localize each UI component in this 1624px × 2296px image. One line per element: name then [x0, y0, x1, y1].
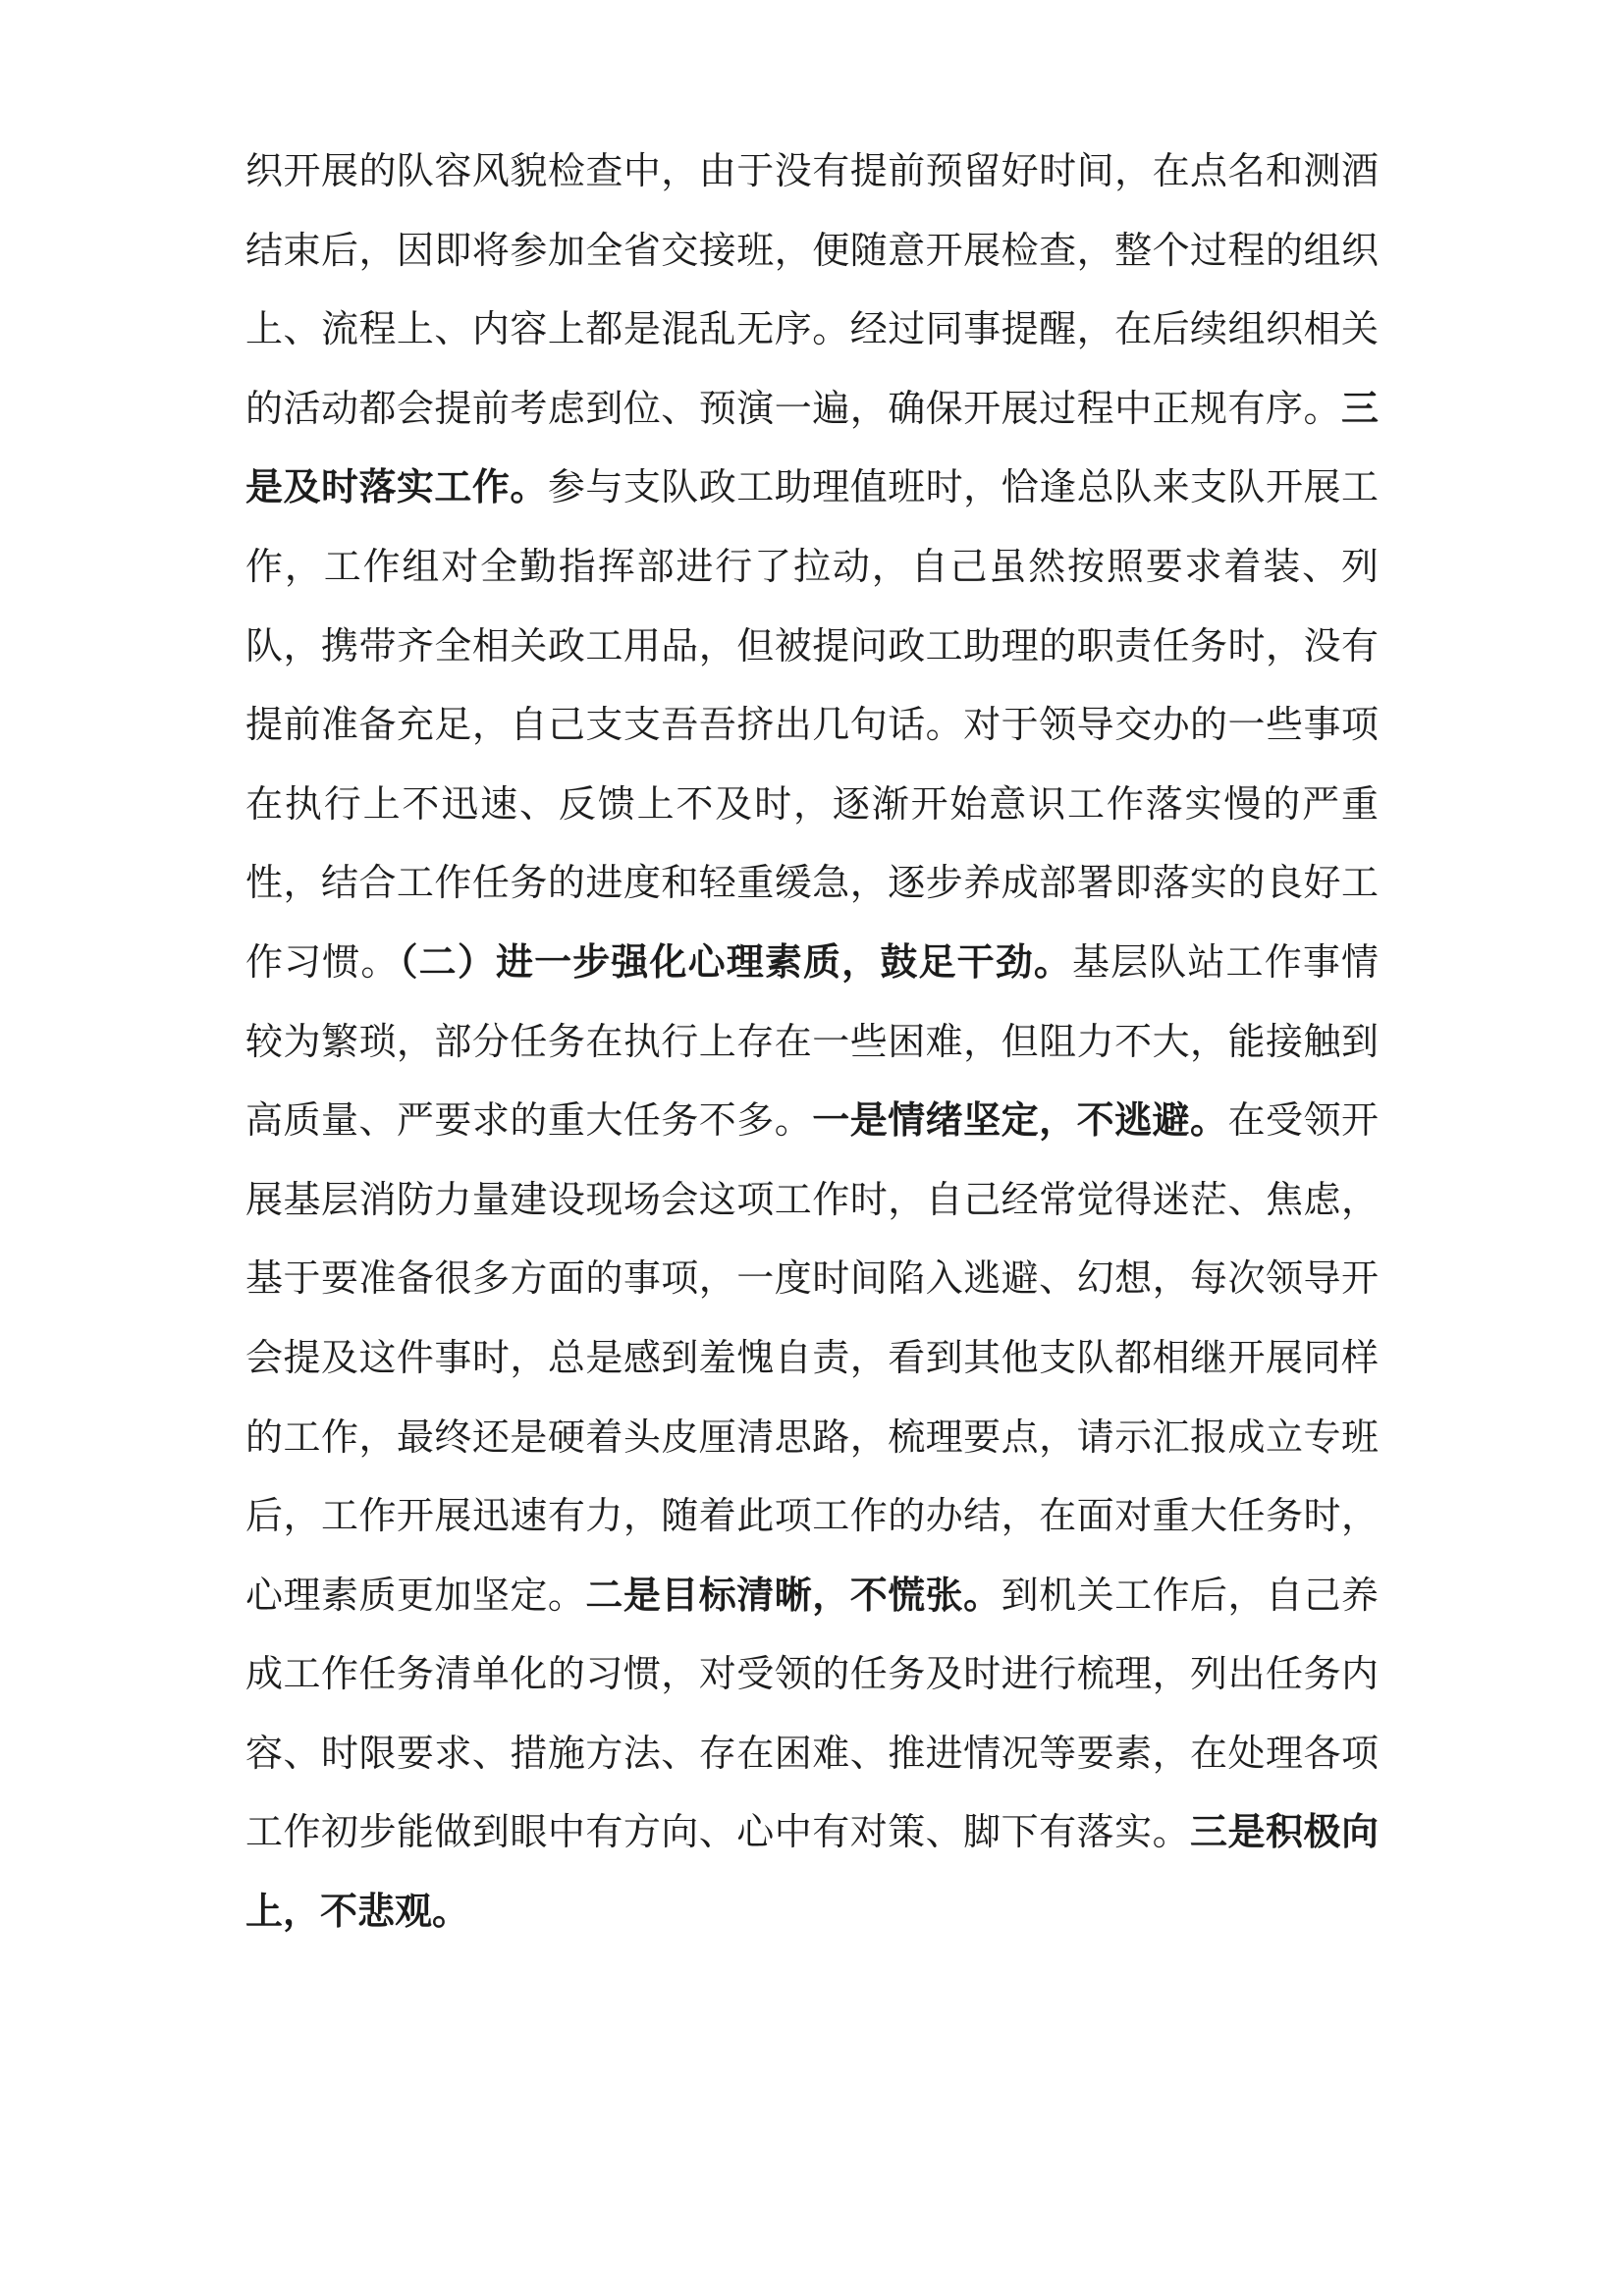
bold-heading-run: 二是目标清晰，不慌张。: [585, 1575, 1001, 1617]
bold-heading-run: 一是情绪坚定，不逃避。: [812, 1100, 1228, 1143]
text-run: 基层队站工作事情较为繁琐，部分任务在执行上存在一些困难，但阻力不大，能接触到高质量、严要求的重大任务不多。: [245, 941, 1379, 1143]
text-run: 参与支队政工助理值班时，恰逢总队来支队开展工作，工作组对全勤指挥部进行了拉动，自己虽然按照要求着装、列队，携带齐全相关政工用品，但被提问政工助理的职责任务时，没有提前准备充足，自己支支吾吾挤出几句话。对于领导交办的一些事项在执行上不迅速、反馈上不及时，逐渐开始意识工作落实慢的严重性，结合工作任务的进度和轻重缓急，逐步养成部署即落实的良好工作习惯。: [245, 467, 1379, 984]
paragraph: [245, 133, 1379, 1952]
bold-heading-run: 三是积极向上，不悲观。: [245, 1812, 1379, 1934]
text-run: 在受领开展基层消防力量建设现场会这项工作时，自己经常觉得迷茫、焦虑，基于要准备很多方面的事项，一度时间陷入逃避、幻想，每次领导开会提及这件事时，总是感到羞愧自责，看到其他支队都相继开展同样的工作，最终还是硬着头皮厘清思路，梳理要点，请示汇报成立专班后，工作开展迅速有力，随着此项工作的办结，在面对重大任务时，心理素质更加坚定。: [245, 1100, 1379, 1617]
text-run: 织开展的队容风貌检查中，由于没有提前预留好时间，在点名和测酒结束后，因即将参加全省交接班，便随意开展检查，整个过程的组织上、流程上、内容上都是混乱无序。经过同事提醒，在后续组织相关的活动都会提前考虑到位、预演一遍，确保开展过程中正规有序。: [245, 151, 1379, 430]
bold-heading-run: 三是及时落实工作。: [245, 388, 1379, 509]
text-run: 到机关工作后，自己养成工作任务清单化的习惯，对受领的任务及时进行梳理，列出任务内容、时限要求、措施方法、存在困难、推进情况等要素，在处理各项工作初步能做到眼中有方向、心中有对策、脚下有落实。: [245, 1575, 1379, 1854]
document-body-text: [245, 133, 1379, 1952]
bold-heading-run: （二）进一步强化心理素质，鼓足干劲。: [399, 941, 1073, 984]
